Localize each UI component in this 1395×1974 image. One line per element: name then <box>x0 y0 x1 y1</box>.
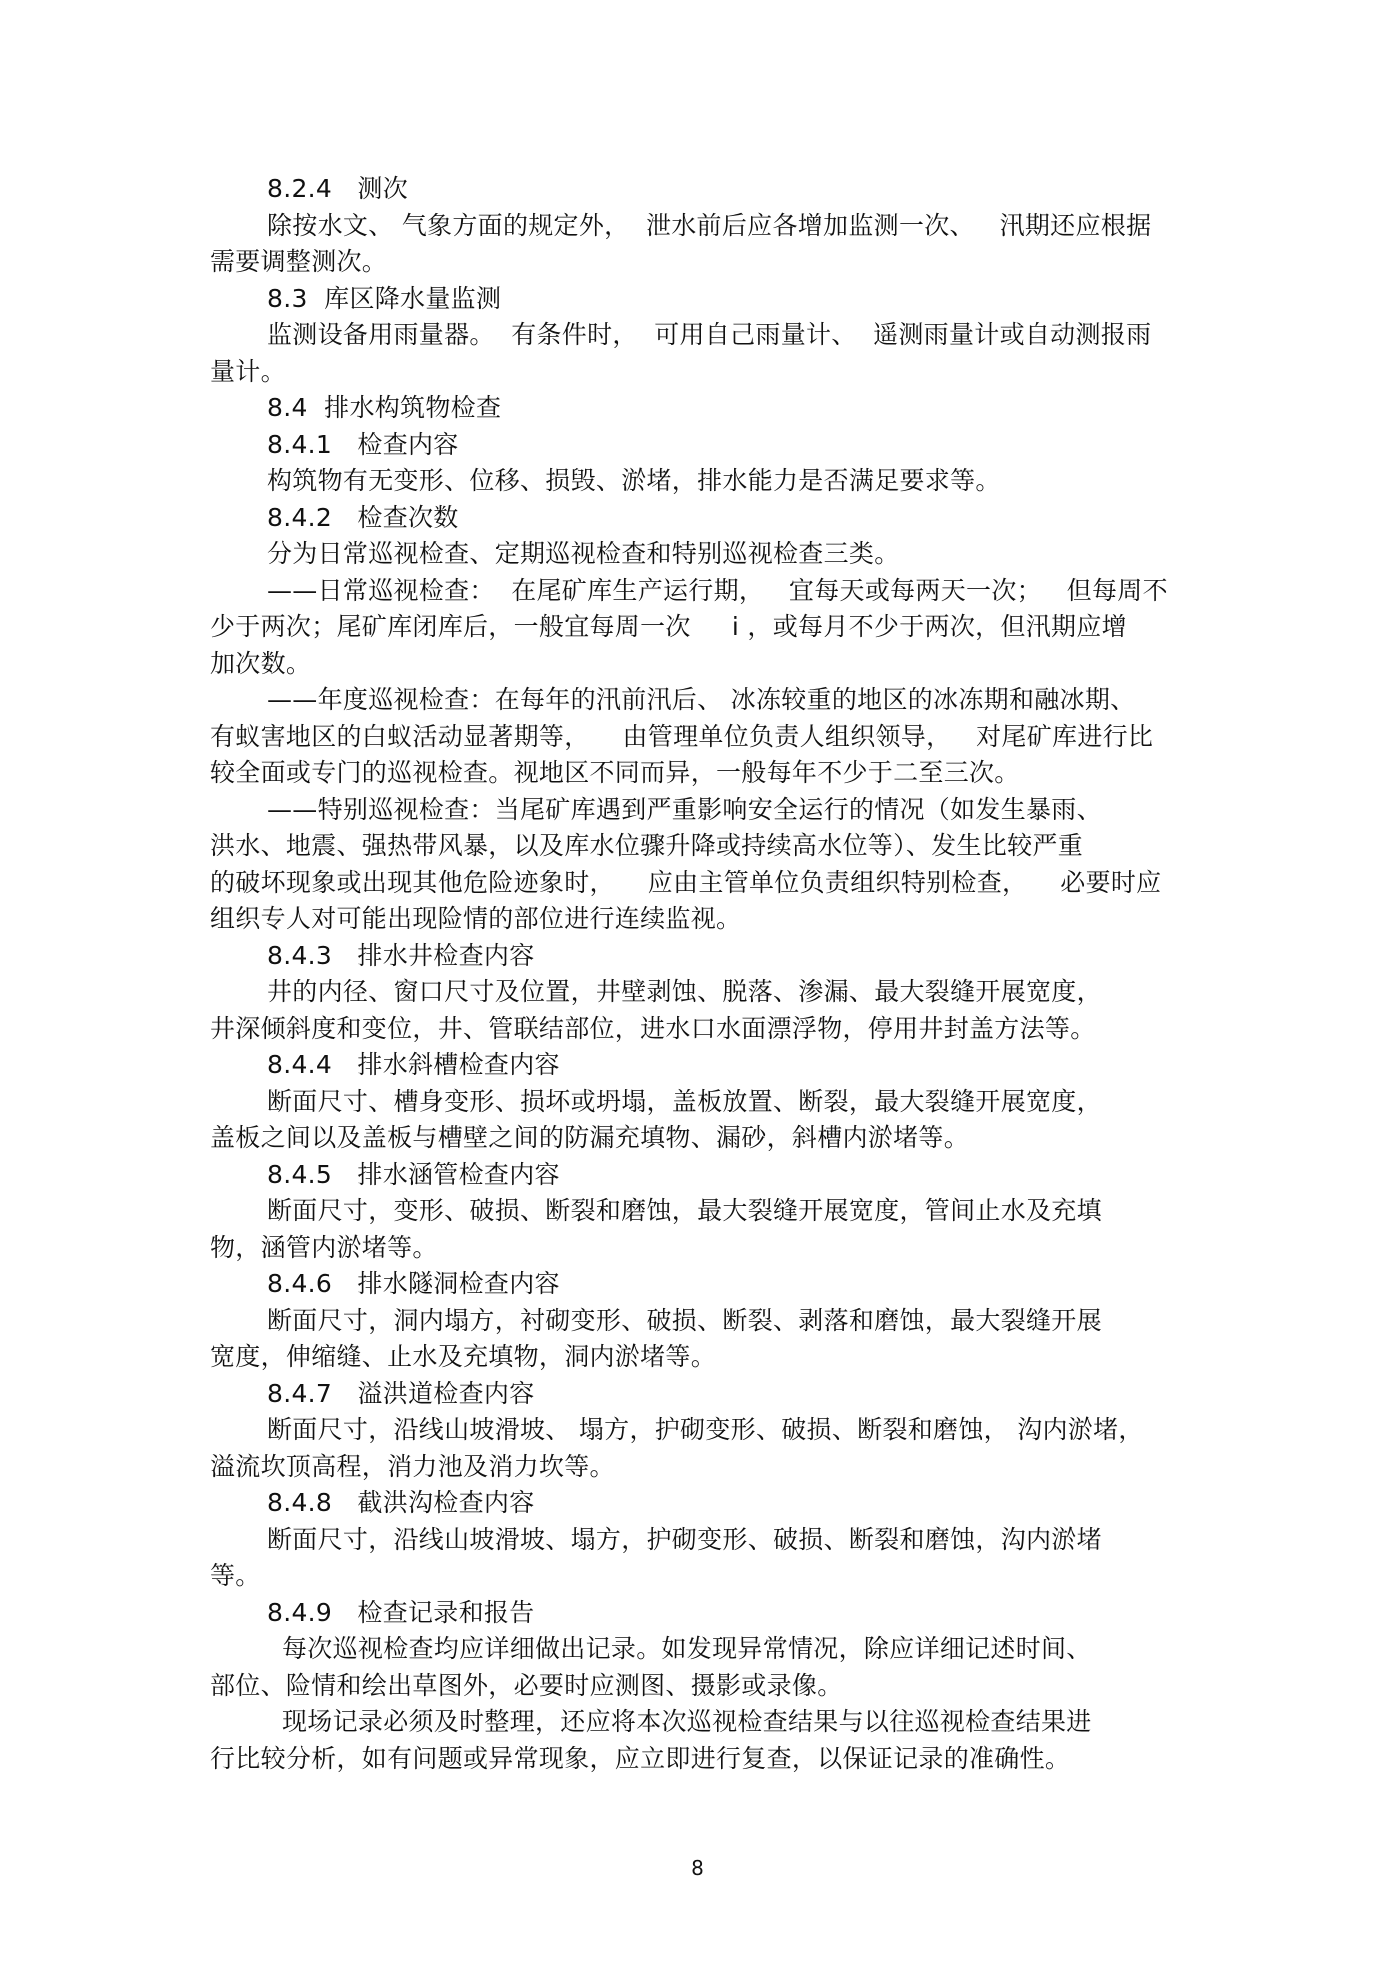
text-line: 8.4.6 排水隧洞检查内容 <box>267 1269 560 1298</box>
text-line: ——日常巡视检查： 在尾矿库生产运行期， 宜每天或每两天一次； 但每周不 <box>267 575 1168 605</box>
text-line: 8.4.5 排水涵管检查内容 <box>267 1159 560 1189</box>
text-line: 宽度，伸缩缝、止水及充填物，洞内淤堵等。 <box>210 1342 717 1371</box>
text-line: 8.4.2 检查次数 <box>267 502 459 532</box>
text-line: 的破坏现象或出现其他危险迹象时， 应由主管单位负责组织特别检查， 必要时应 <box>210 867 1162 897</box>
text-line: 8.4 排水构筑物检查 <box>267 393 502 422</box>
text-line: 8.4.1 检查内容 <box>267 429 459 459</box>
text-line: 溢流坎顶高程，消力池及消力坎等。 <box>210 1451 615 1481</box>
text-line: 组织专人对可能出现险情的部位进行连续监视。 <box>210 904 742 933</box>
text-line: 8.4.8 截洪沟检查内容 <box>267 1488 535 1517</box>
text-line: 较全面或专门的巡视检查。视地区不同而异，一般每年不少于二至三次。 <box>210 758 1020 787</box>
text-line: 分为日常巡视检查、定期巡视检查和特别巡视检查三类。 <box>267 539 900 568</box>
text-line: 除按水文、 气象方面的规定外， 泄水前后应各增加监测一次、 汛期还应根据 <box>267 210 1152 240</box>
text-line: 盖板之间以及盖板与槽壁之间的防漏充填物、漏砂，斜槽内淤堵等。 <box>210 1123 970 1152</box>
body-text <box>210 171 1190 1777</box>
text-line: 洪水、地震、强热带风暴，以及库水位骤升降或持续高水位等）、发生比较严重 <box>210 831 1084 860</box>
text-line: 需要调整测次。 <box>210 247 388 276</box>
text-line: 8.4.3 排水井检查内容 <box>267 940 535 970</box>
text-line: 现场记录必须及时整理，还应将本次巡视检查结果与以往巡视检查结果进 <box>282 1707 1092 1736</box>
text-line: 8.3 库区降水量监测 <box>267 283 502 313</box>
page-number: 8 <box>691 1856 704 1880</box>
text-line: 部位、险情和绘出草图外，必要时应测图、摄影或录像。 <box>210 1670 843 1700</box>
text-line: 物，涵管内淤堵等。 <box>210 1232 438 1262</box>
text-line: 每次巡视检查均应详细做出记录。如发现异常情况，除应详细记述时间、 <box>282 1634 1092 1663</box>
text-line: 断面尺寸，沿线山坡滑坡、 塌方，护砌变形、破损、断裂和磨蚀， 沟内淤堵， <box>267 1415 1144 1444</box>
text-line: 井的内径、窗口尺寸及位置，井壁剥蚀、脱落、渗漏、最大裂缝开展宽度， <box>267 977 1102 1006</box>
text-line: 井深倾斜度和变位，井、管联结部位，进水口水面漂浮物，停用井封盖方法等。 <box>210 1013 1096 1043</box>
text-line: 量计。 <box>210 356 286 386</box>
text-line: ——年度巡视检查：在每年的汛前汛后、 冰冻较重的地区的冰冻期和融冰期、 <box>267 685 1136 714</box>
text-line: 等。 <box>210 1561 261 1590</box>
text-line: 8.4.4 排水斜槽检查内容 <box>267 1050 560 1079</box>
text-line: 断面尺寸，洞内塌方，衬砌变形、破损、断裂、剥落和磨蚀，最大裂缝开展 <box>267 1305 1102 1335</box>
text-line: 断面尺寸，沿线山坡滑坡、塌方，护砌变形、破损、断裂和磨蚀，沟内淤堵 <box>267 1524 1102 1554</box>
text-line: 8.4.9 检查记录和报告 <box>267 1597 535 1627</box>
text-line: 少于两次；尾矿库闭库后，一般宜每周一次 i ，或每月不少于两次，但汛期应增 <box>210 612 1127 641</box>
text-line: 加次数。 <box>210 648 312 678</box>
text-line: 8.2.4 测次 <box>267 174 409 203</box>
text-line: 监测设备用雨量器。 有条件时， 可用自己雨量计、 遥测雨量计或自动测报雨 <box>267 320 1152 349</box>
text-line: ——特别巡视检查：当尾矿库遇到严重影响安全运行的情况（如发生暴雨、 <box>267 794 1102 824</box>
text-line: 行比较分析，如有问题或异常现象，应立即进行复查，以保证记录的准确性。 <box>210 1743 1071 1773</box>
text-line: 有蚁害地区的白蚁活动显著期等， 由管理单位负责人组织领导， 对尾矿库进行比 <box>210 721 1154 751</box>
text-line: 构筑物有无变形、位移、损毁、淤堵，排水能力是否满足要求等。 <box>267 466 1001 495</box>
text-line: 断面尺寸、槽身变形、损坏或坍塌，盖板放置、断裂，最大裂缝开展宽度， <box>267 1086 1102 1116</box>
text-line: 断面尺寸，变形、破损、断裂和磨蚀，最大裂缝开展宽度，管间止水及充填 <box>267 1196 1102 1225</box>
text-line: 8.4.7 溢洪道检查内容 <box>267 1378 535 1408</box>
